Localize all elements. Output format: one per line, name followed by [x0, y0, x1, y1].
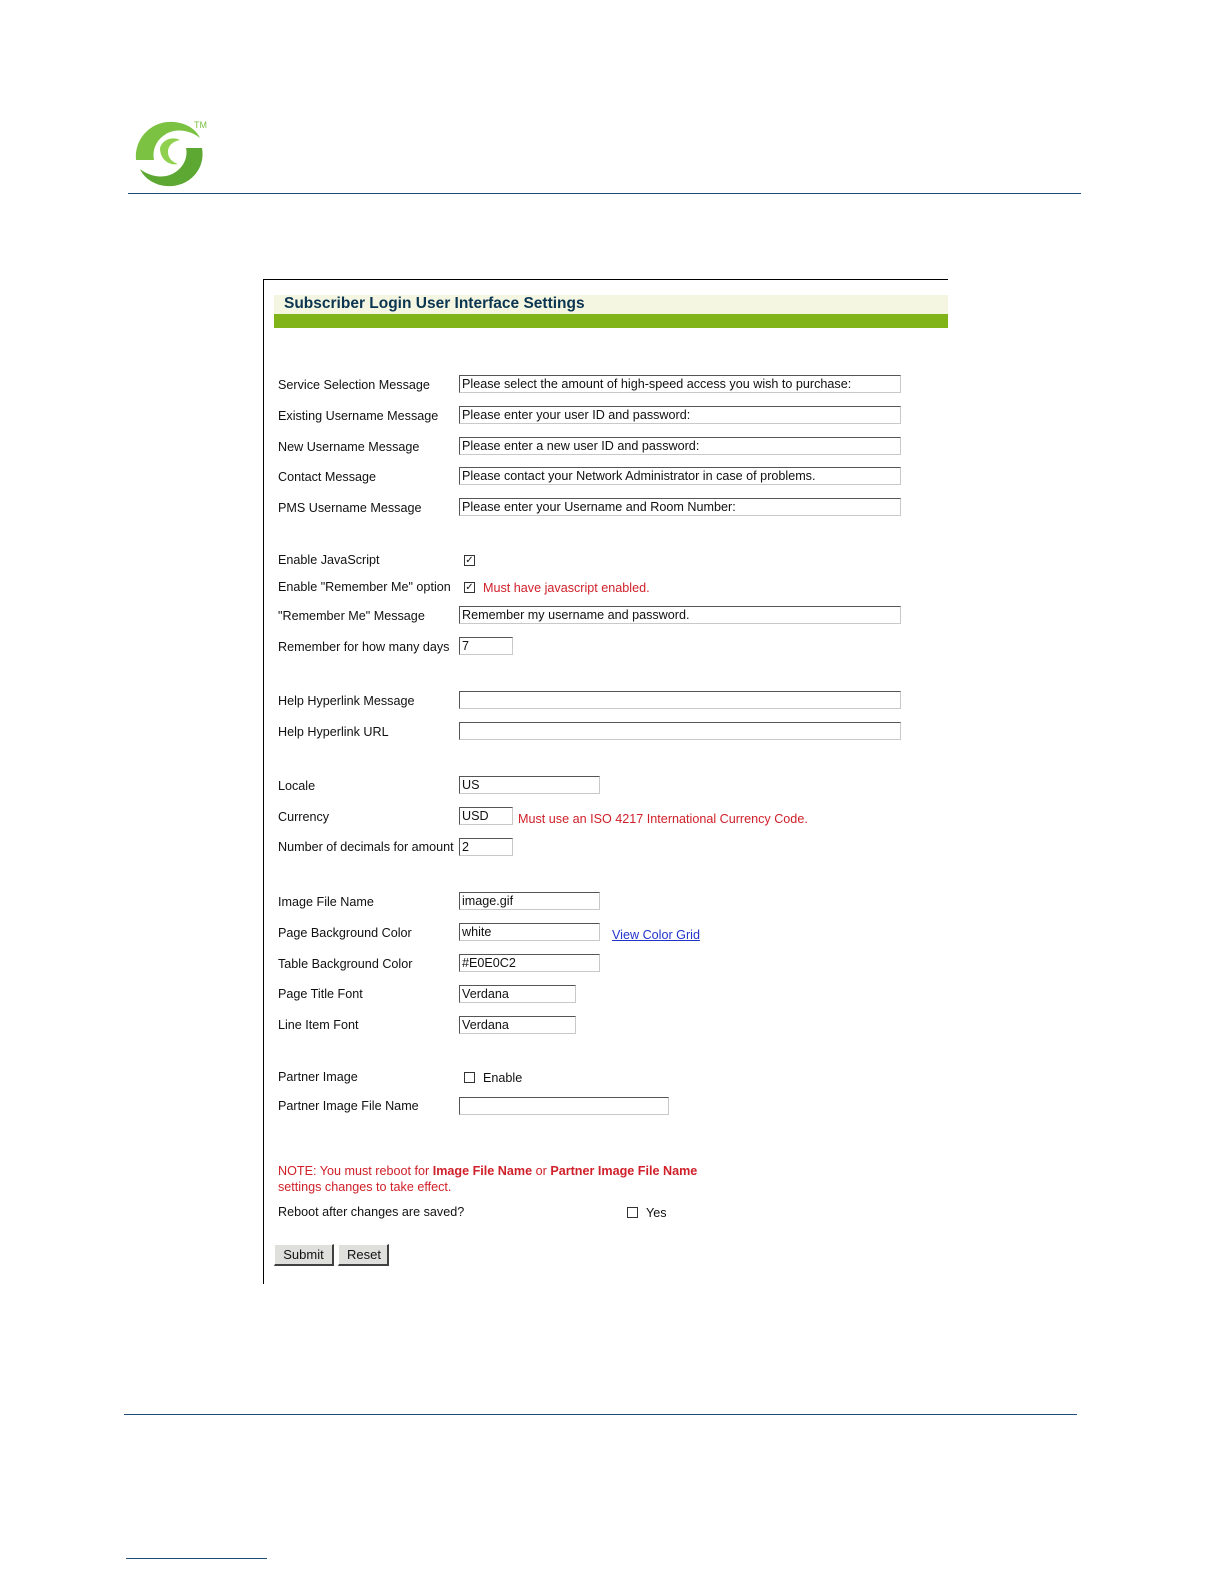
- page-title-font-input[interactable]: [459, 985, 576, 1003]
- contact-message-input[interactable]: [459, 467, 901, 485]
- header-rule: [128, 193, 1081, 194]
- reboot-note-prefix: NOTE: You must reboot for: [278, 1164, 433, 1178]
- pms-username-label: PMS Username Message: [278, 501, 422, 515]
- reboot-note-line1: [278, 1164, 697, 1178]
- pms-username-input[interactable]: [459, 498, 901, 516]
- trademark-mark: TM: [194, 120, 207, 130]
- service-selection-input[interactable]: [459, 375, 901, 393]
- remember-days-label: Remember for how many days: [278, 640, 450, 654]
- submit-button[interactable]: Submit: [274, 1244, 334, 1266]
- help-hyperlink-url-input[interactable]: [459, 722, 901, 740]
- partner-image-file-name-input[interactable]: [459, 1097, 669, 1115]
- page-title-font-label: Page Title Font: [278, 987, 363, 1001]
- reboot-label: Reboot after changes are saved?: [278, 1205, 465, 1219]
- contact-message-label: Contact Message: [278, 470, 377, 484]
- remember-me-option-label: Enable "Remember Me" option: [278, 580, 451, 594]
- view-color-grid-link[interactable]: View Color Grid: [612, 928, 700, 942]
- logo-swirl-inner: [160, 138, 180, 164]
- remember-me-message-input[interactable]: [459, 606, 901, 624]
- reboot-note-or: or: [532, 1164, 551, 1178]
- line-item-font-input[interactable]: [459, 1016, 576, 1034]
- help-hyperlink-url-label: Help Hyperlink URL: [278, 725, 389, 739]
- help-hyperlink-message-label: Help Hyperlink Message: [278, 694, 415, 708]
- panel-title: Subscriber Login User Interface Settings: [284, 295, 585, 312]
- footer-rule: [124, 1414, 1077, 1415]
- remember-me-checkbox[interactable]: ✓: [465, 582, 474, 593]
- reboot-note-partner-file: Partner Image File Name: [550, 1164, 698, 1178]
- partner-image-file-name-label: Partner Image File Name: [278, 1099, 419, 1113]
- partner-image-enable-checkbox[interactable]: [464, 1072, 475, 1083]
- image-file-name-input[interactable]: [459, 892, 600, 910]
- new-username-label: New Username Message: [278, 440, 420, 454]
- reboot-yes-checkbox[interactable]: [627, 1207, 638, 1218]
- reboot-yes-label: Yes: [646, 1206, 667, 1220]
- page-background-color-label: Page Background Color: [278, 926, 412, 940]
- reset-button[interactable]: Reset: [338, 1244, 389, 1266]
- panel-frame-left: [263, 279, 264, 1284]
- panel-title-underline: [274, 314, 948, 328]
- currency-input[interactable]: [459, 807, 513, 825]
- existing-username-label: Existing Username Message: [278, 409, 439, 423]
- existing-username-input[interactable]: [459, 406, 901, 424]
- currency-code-note: Must use an ISO 4217 International Currency Code.: [518, 812, 808, 826]
- decimals-input[interactable]: [459, 838, 513, 856]
- remember-me-message-label: "Remember Me" Message: [278, 609, 425, 623]
- partner-image-label: Partner Image: [278, 1070, 358, 1084]
- decimals-label: Number of decimals for amount: [278, 840, 454, 854]
- table-background-color-label: Table Background Color: [278, 957, 413, 971]
- table-background-color-input[interactable]: [459, 954, 600, 972]
- new-username-input[interactable]: [459, 437, 901, 455]
- currency-label: Currency: [278, 810, 330, 824]
- partner-image-enable-label: Enable: [483, 1071, 523, 1085]
- panel-title-bar: [274, 295, 948, 314]
- locale-input[interactable]: [459, 776, 600, 794]
- reboot-note-line2: settings changes to take effect.: [278, 1180, 452, 1194]
- reboot-note-image-file: Image File Name: [432, 1164, 533, 1178]
- javascript-required-note: Must have javascript enabled.: [483, 581, 650, 595]
- service-selection-label: Service Selection Message: [278, 378, 430, 392]
- image-file-name-label: Image File Name: [278, 895, 374, 909]
- locale-label: Locale: [278, 779, 316, 793]
- help-hyperlink-message-input[interactable]: [459, 691, 901, 709]
- page-background-color-input[interactable]: [459, 923, 600, 941]
- footnote-rule: [126, 1558, 267, 1559]
- company-logo: [126, 114, 222, 190]
- remember-days-input[interactable]: [459, 637, 513, 655]
- panel-frame-top: [263, 279, 948, 280]
- line-item-font-label: Line Item Font: [278, 1018, 359, 1032]
- enable-javascript-checkbox[interactable]: ✓: [465, 555, 474, 566]
- enable-javascript-label: Enable JavaScript: [278, 553, 380, 567]
